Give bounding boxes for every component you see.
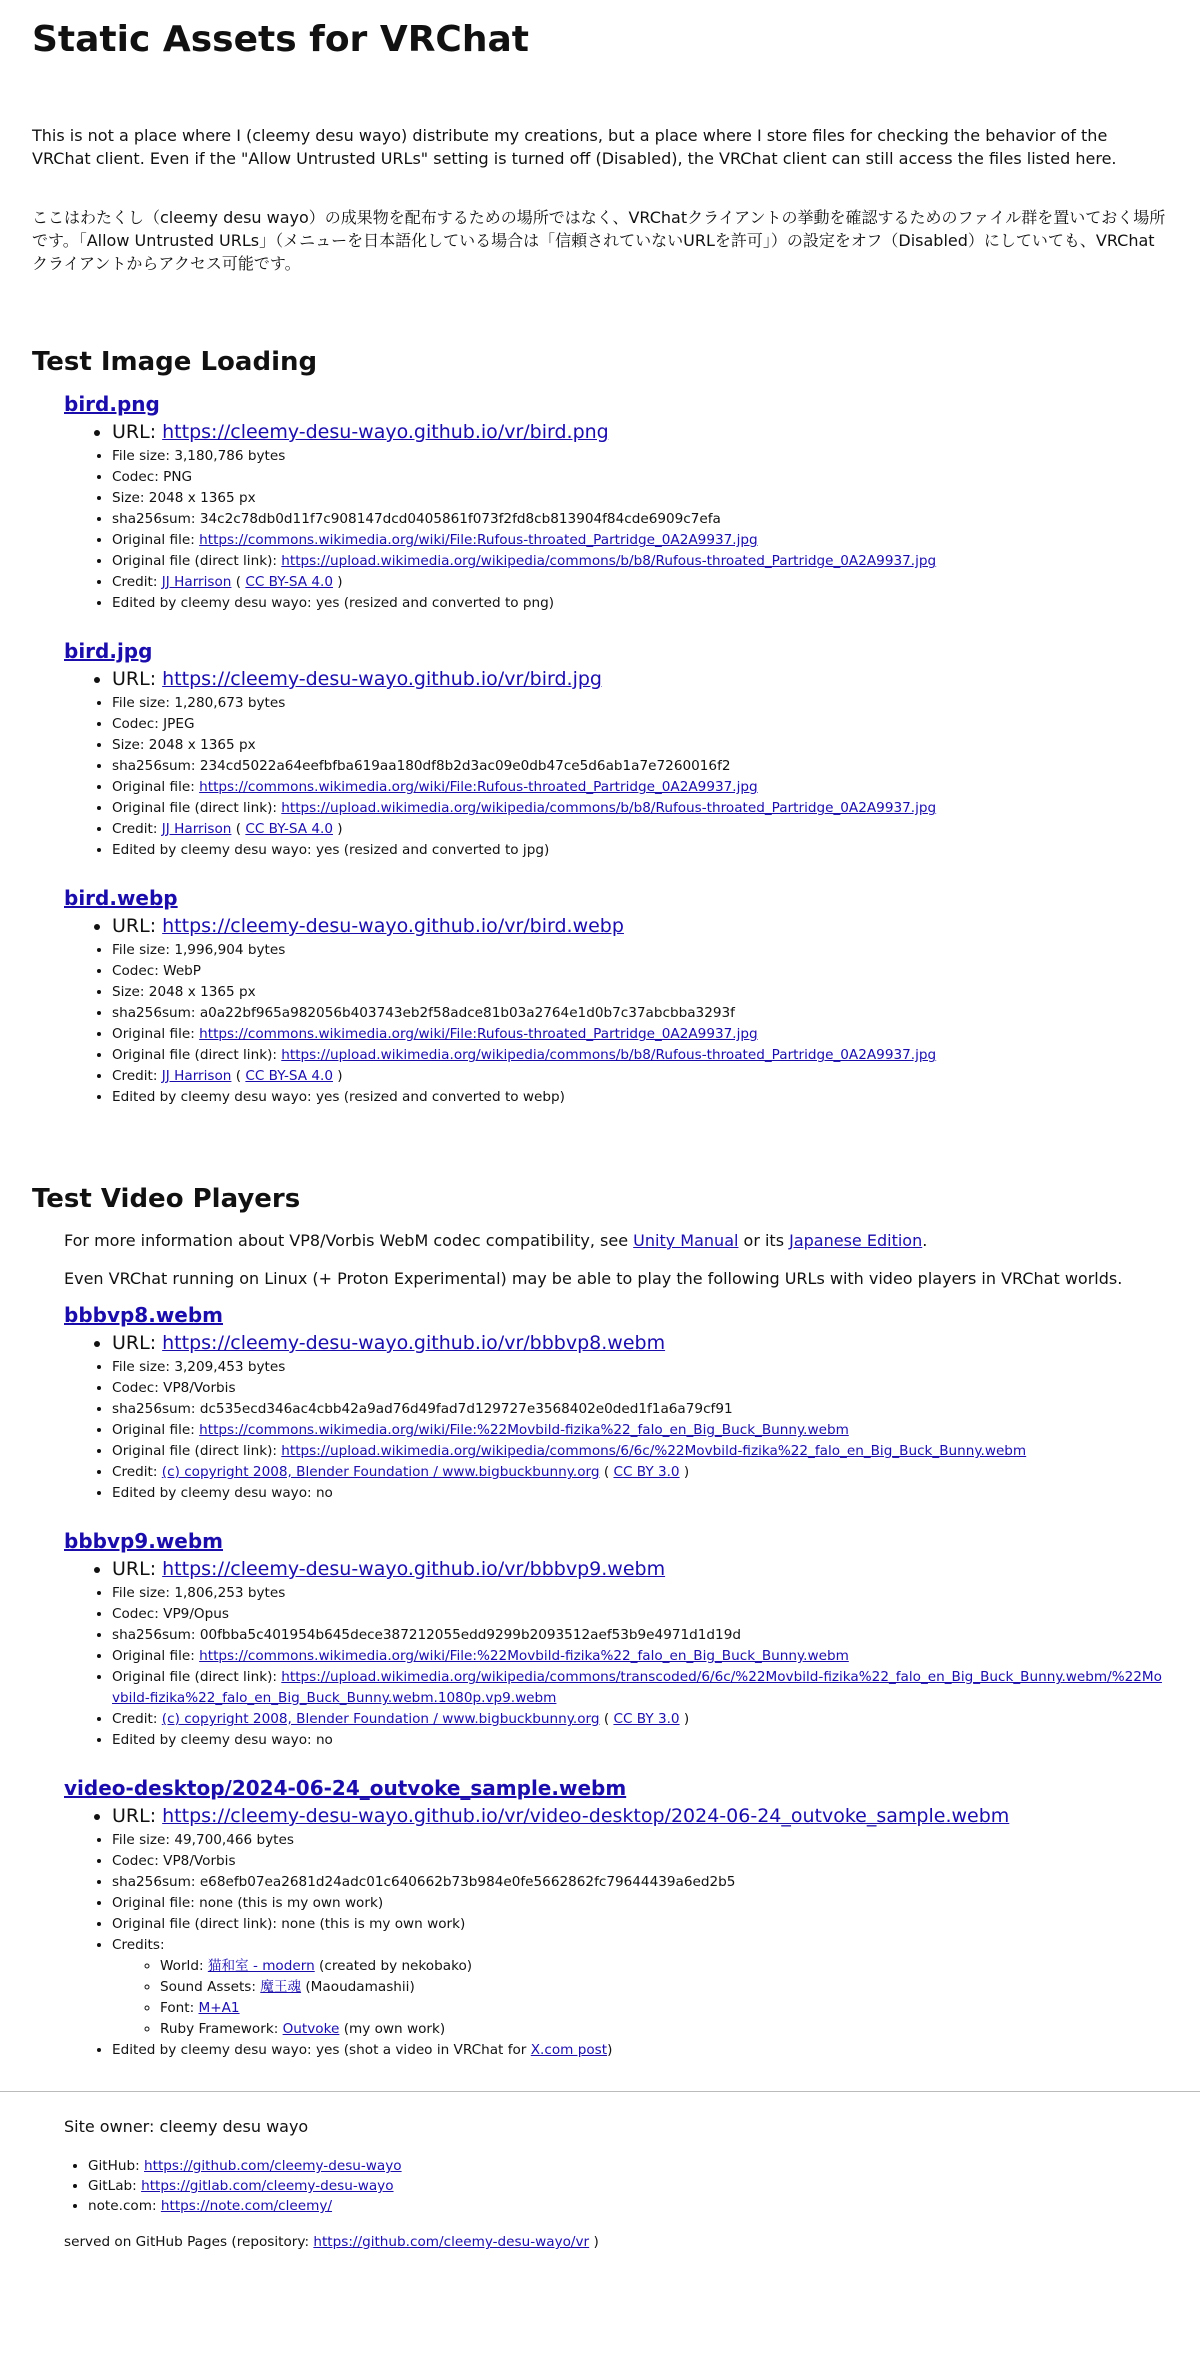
paren-close: ) [679,1464,690,1480]
file-size: • File size: 49,700,466 bytes [112,1830,1168,1851]
image-size: • Size: 2048 x 1365 px [112,982,1168,1003]
url-label: URL: [112,1805,163,1827]
github-label: GitHub: [88,2158,145,2174]
asset-title-link[interactable]: bbbvp8.webm [64,1303,224,1327]
edited-note: • Edited by cleemy desu wayo: yes (resized and converted to png) [112,593,1168,614]
note-text: . [922,1231,928,1250]
url-link[interactable]: https://cleemy-desu-wayo.github.io/vr/bird.png [162,421,609,443]
gitlab-item [88,2176,1200,2196]
image-size: • Size: 2048 x 1365 px [112,488,1168,509]
japanese-edition-link[interactable]: Japanese Edition [789,1231,923,1250]
asset-meta-list [64,1330,1168,1504]
served-text-end: ) [589,2234,599,2250]
original-direct-label: Original file (direct link): [112,1443,282,1459]
url-line [112,1803,1168,1830]
asset-meta-list [64,1803,1168,2061]
url-label: URL: [112,421,163,443]
url-link[interactable]: https://cleemy-desu-wayo.github.io/vr/bbbvp8.webm [162,1332,666,1354]
footer-links [64,2156,1200,2216]
file-size: • File size: 1,806,253 bytes [112,1583,1168,1604]
image-section [32,345,1168,1108]
intro [32,124,1168,275]
credit [112,1709,1168,1730]
unity-manual-link[interactable]: Unity Manual [633,1231,739,1250]
original-file-label: Original file: [112,532,200,548]
original-file-link[interactable]: https://commons.wikimedia.org/wiki/File:Rufous-throated_Partridge_0A2A9937.jpg [199,779,758,795]
original-file: • Original file: none (this is my own work) [112,1893,1168,1914]
asset-outvoke-sample [64,1775,1168,2061]
codec: • Codec: VP9/Opus [112,1604,1168,1625]
credit-world-label: World: [160,1958,208,1974]
original-direct-label: Original file (direct link): [112,1047,282,1063]
file-size: • File size: 3,209,453 bytes [112,1357,1168,1378]
repository-link[interactable]: https://github.com/cleemy-desu-wayo/vr [313,2234,590,2250]
url-label: URL: [112,1332,163,1354]
original-direct [112,1045,1168,1066]
image-section-heading: Test Image Loading [32,347,318,377]
credit-label: Credit: [112,821,162,837]
original-file-link[interactable]: https://commons.wikimedia.org/wiki/File:%22Movbild-fizika%22_falo_en_Big_Buck_Bunny.webm [199,1422,849,1438]
gitlab-link[interactable]: https://gitlab.com/cleemy-desu-wayo [141,2178,394,2194]
url-link[interactable]: https://cleemy-desu-wayo.github.io/vr/bird.webp [162,915,624,937]
codec: • Codec: VP8/Vorbis [112,1378,1168,1399]
credit [112,1066,1168,1087]
paren-open: ( [231,821,246,837]
paren-close: ) [679,1711,690,1727]
original-direct: • Original file (direct link): none (this is my own work) [112,1914,1168,1935]
asset-meta-list [64,1556,1168,1751]
note-text: For more information about VP8/Vorbis WebM codec compatibility, see [64,1231,634,1250]
edited-text: Edited by cleemy desu wayo: yes (shot a video in VRChat for [112,2042,531,2058]
url-label: URL: [112,1558,163,1580]
asset-bird-png [64,391,1168,614]
credit [112,572,1168,593]
paren-close: ) [332,574,343,590]
paren-open: ( [599,1464,614,1480]
original-file [112,1420,1168,1441]
asset-title-link[interactable]: bird.jpg [64,639,153,663]
credit-label: Credit: [112,1464,162,1480]
github-link[interactable]: https://github.com/cleemy-desu-wayo [144,2158,402,2174]
gitlab-label: GitLab: [88,2178,142,2194]
footer-divider [0,2091,1200,2092]
original-direct-link[interactable]: https://upload.wikimedia.org/wikipedia/commons/b/b8/Rufous-throated_Partridge_0A2A9937.jpg [281,800,937,816]
credit-ruby-link[interactable]: Outvoke [282,2021,340,2037]
url-line [112,1330,1168,1357]
edited-note: • Edited by cleemy desu wayo: no [112,1483,1168,1504]
note-item [88,2196,1200,2216]
asset-bbbvp9 [64,1528,1168,1751]
credit-sound-link[interactable]: 魔王魂 [260,1979,302,1995]
credit-world-note: (created by nekobako) [314,1958,473,1974]
url-label: URL: [112,668,163,690]
asset-meta-list [64,666,1168,861]
sha256sum: • sha256sum: 234cd5022a64eefbfba619aa180df8b2d3ac09e0db47ce5d6ab1a7e7260016f2 [112,756,1168,777]
credit [112,1462,1168,1483]
video-section [32,1182,1168,2061]
original-file [112,1024,1168,1045]
asset-bird-webp [64,885,1168,1108]
x-post-link[interactable]: X.com post [530,2042,608,2058]
license-link[interactable]: CC BY-SA 4.0 [245,574,333,590]
original-file-link[interactable]: https://commons.wikimedia.org/wiki/File:%22Movbild-fizika%22_falo_en_Big_Buck_Bunny.webm [199,1648,849,1664]
codec: • Codec: WebP [112,961,1168,982]
credit-font-link[interactable]: M+A1 [198,2000,240,2016]
original-file [112,530,1168,551]
paren-open: ( [231,574,246,590]
credit-world [160,1956,1168,1977]
credit-sound-label: Sound Assets: [160,1979,261,1995]
served-on [64,2232,1200,2272]
credit-link[interactable]: JJ Harrison [161,574,232,590]
original-direct-label: Original file (direct link): [112,553,282,569]
note-text: or its [738,1231,790,1250]
edited-note [112,2040,1168,2061]
url-link[interactable]: https://cleemy-desu-wayo.github.io/vr/bbbvp9.webm [162,1558,666,1580]
paren-close: ) [332,821,343,837]
credit-sound [160,1977,1168,1998]
original-file-label: Original file: [112,1648,200,1664]
original-direct [112,1441,1168,1462]
asset-title-link[interactable]: bbbvp9.webm [64,1529,224,1553]
credit-label: Credit: [112,1068,162,1084]
url-link[interactable]: https://cleemy-desu-wayo.github.io/vr/video-desktop/2024-06-24_outvoke_sample.webm [162,1805,1010,1827]
original-direct [112,798,1168,819]
asset-bbbvp8 [64,1302,1168,1504]
original-direct-link[interactable]: https://upload.wikimedia.org/wikipedia/commons/transcoded/6/6c/%22Movbild-fizika%22_falo_en_Big_Buck_Bunny.webm/%22Movbild-fizika%22_falo_en_Big_Buck_Bunny.webm.1080p.vp9.webm [112,1669,1162,1706]
github-item [88,2156,1200,2176]
license-link[interactable]: CC BY 3.0 [613,1464,680,1480]
edited-note: • Edited by cleemy desu wayo: yes (resized and converted to webp) [112,1087,1168,1108]
original-file [112,1646,1168,1667]
file-size: • File size: 1,996,904 bytes [112,940,1168,961]
page-title: Static Assets for VRChat [32,19,529,60]
url-link[interactable]: https://cleemy-desu-wayo.github.io/vr/bird.jpg [162,668,602,690]
image-size: • Size: 2048 x 1365 px [112,735,1168,756]
linux-note: Even VRChat running on Linux (+ Proton Experimental) may be able to play the following URLs with video players in VRChat worlds. [64,1269,1123,1288]
served-text: served on GitHub Pages (repository: [64,2234,314,2250]
sha256sum: • sha256sum: e68efb07ea2681d24adc01c640662b73b984e0fe5662862fc79644439a6ed2b5 [112,1872,1168,1893]
edited-text-end: ) [607,2042,613,2058]
credit [112,819,1168,840]
sha256sum: • sha256sum: dc535ecd346ac4cbb42a9ad76d49fad7d129727e3568402e0ded1f1a6a79cf91 [112,1399,1168,1420]
original-file-label: Original file: [112,1422,200,1438]
license-link[interactable]: CC BY-SA 4.0 [245,821,333,837]
credit-link[interactable]: (c) copyright 2008, Blender Foundation / www.bigbuckbunny.org [161,1464,600,1480]
footer [0,2116,1200,2272]
sha256sum: • sha256sum: a0a22bf965a982056b403743eb2f58adce81b03a2764e1d0b7c37abcbba3293f [112,1003,1168,1024]
credit-font-label: Font: [160,2000,199,2016]
license-link[interactable]: CC BY 3.0 [613,1711,680,1727]
asset-meta-list [64,913,1168,1108]
url-line [112,419,1168,446]
credit-font [160,1998,1168,2019]
original-direct-link[interactable]: https://upload.wikimedia.org/wikipedia/commons/6/6c/%22Movbild-fizika%22_falo_en_Big_Buck_Bunny.webm [281,1443,1027,1459]
credit-link[interactable]: (c) copyright 2008, Blender Foundation / www.bigbuckbunny.org [161,1711,600,1727]
intro-japanese: ここはわたくし（cleemy desu wayo）の成果物を配布するための場所ではなく、VRChatクライアントの挙動を確認するためのファイル群を置いておく場所です。「Allow Untrusted URLs」（メニューを日本語化している場合は「信頼されていないURLを許可」）の設定をオフ（Disabled）にしていても、VRChatクライアントからアクセス可能です。 [32,208,1166,273]
url-line [112,913,1168,940]
credit-link[interactable]: JJ Harrison [161,821,232,837]
site-owner: Site owner: cleemy desu wayo [64,2117,309,2136]
paren-open: ( [599,1711,614,1727]
license-link[interactable]: CC BY-SA 4.0 [245,1068,333,1084]
original-direct-label: Original file (direct link): [112,800,282,816]
original-file-link[interactable]: https://commons.wikimedia.org/wiki/File:Rufous-throated_Partridge_0A2A9937.jpg [199,1026,758,1042]
original-file-label: Original file: [112,1026,200,1042]
url-label: URL: [112,915,163,937]
credits-list [112,1956,1168,2040]
sha256sum: • sha256sum: 00fbba5c401954b645dece387212055edd9299b2093512aef53b9e4971d1d19d [112,1625,1168,1646]
credit-label: Credit: [112,574,162,590]
asset-meta-list [64,419,1168,614]
credit-world-link[interactable]: 猫和室 - modern [207,1958,315,1974]
credit-ruby-note: (my own work) [339,2021,446,2037]
codec: • Codec: VP8/Vorbis [112,1851,1168,1872]
credit-sound-note: (Maoudamashii) [301,1979,415,1995]
note-label: note.com: [88,2198,161,2214]
original-file [112,777,1168,798]
original-direct-label: Original file (direct link): [112,1669,282,1685]
paren-open: ( [231,1068,246,1084]
original-direct [112,1667,1168,1709]
url-line [112,666,1168,693]
original-direct-link[interactable]: https://upload.wikimedia.org/wikipedia/commons/b/b8/Rufous-throated_Partridge_0A2A9937.jpg [281,1047,937,1063]
original-file-label: Original file: [112,779,200,795]
original-direct [112,551,1168,572]
asset-title-link[interactable]: video-desktop/2024-06-24_outvoke_sample.webm [64,1776,627,1800]
credit-ruby [160,2019,1168,2040]
codec-compat-note [64,1230,1168,1252]
credits-label: Credits: [112,1937,165,1953]
asset-bird-jpg [64,638,1168,861]
paren-close: ) [332,1068,343,1084]
note-link[interactable]: https://note.com/cleemy/ [160,2198,333,2214]
credits [112,1935,1168,2040]
asset-title-link[interactable]: bird.png [64,392,160,416]
codec: • Codec: JPEG [112,714,1168,735]
file-size: • File size: 3,180,786 bytes [112,446,1168,467]
edited-note: • Edited by cleemy desu wayo: yes (resized and converted to jpg) [112,840,1168,861]
credit-ruby-label: Ruby Framework: [160,2021,283,2037]
codec: • Codec: PNG [112,467,1168,488]
sha256sum: • sha256sum: 34c2c78db0d11f7c908147dcd0405861f073f2fd8cb813904f84cde6909c7efa [112,509,1168,530]
video-section-heading: Test Video Players [32,1184,301,1214]
intro-english: This is not a place where I (cleemy desu wayo) distribute my creations, but a place where I store files for checking the behavior of the VRChat client. Even if the "Allow Untrusted URLs" setting is turned off (Disabled), the VRChat client can still access the files listed here. [32,126,1117,168]
original-file-link[interactable]: https://commons.wikimedia.org/wiki/File:Rufous-throated_Partridge_0A2A9937.jpg [199,532,758,548]
credit-label: Credit: [112,1711,162,1727]
file-size: • File size: 1,280,673 bytes [112,693,1168,714]
original-direct-link[interactable]: https://upload.wikimedia.org/wikipedia/commons/b/b8/Rufous-throated_Partridge_0A2A9937.jpg [281,553,937,569]
credit-link[interactable]: JJ Harrison [161,1068,232,1084]
url-line [112,1556,1168,1583]
edited-note: • Edited by cleemy desu wayo: no [112,1730,1168,1751]
asset-title-link[interactable]: bird.webp [64,886,178,910]
